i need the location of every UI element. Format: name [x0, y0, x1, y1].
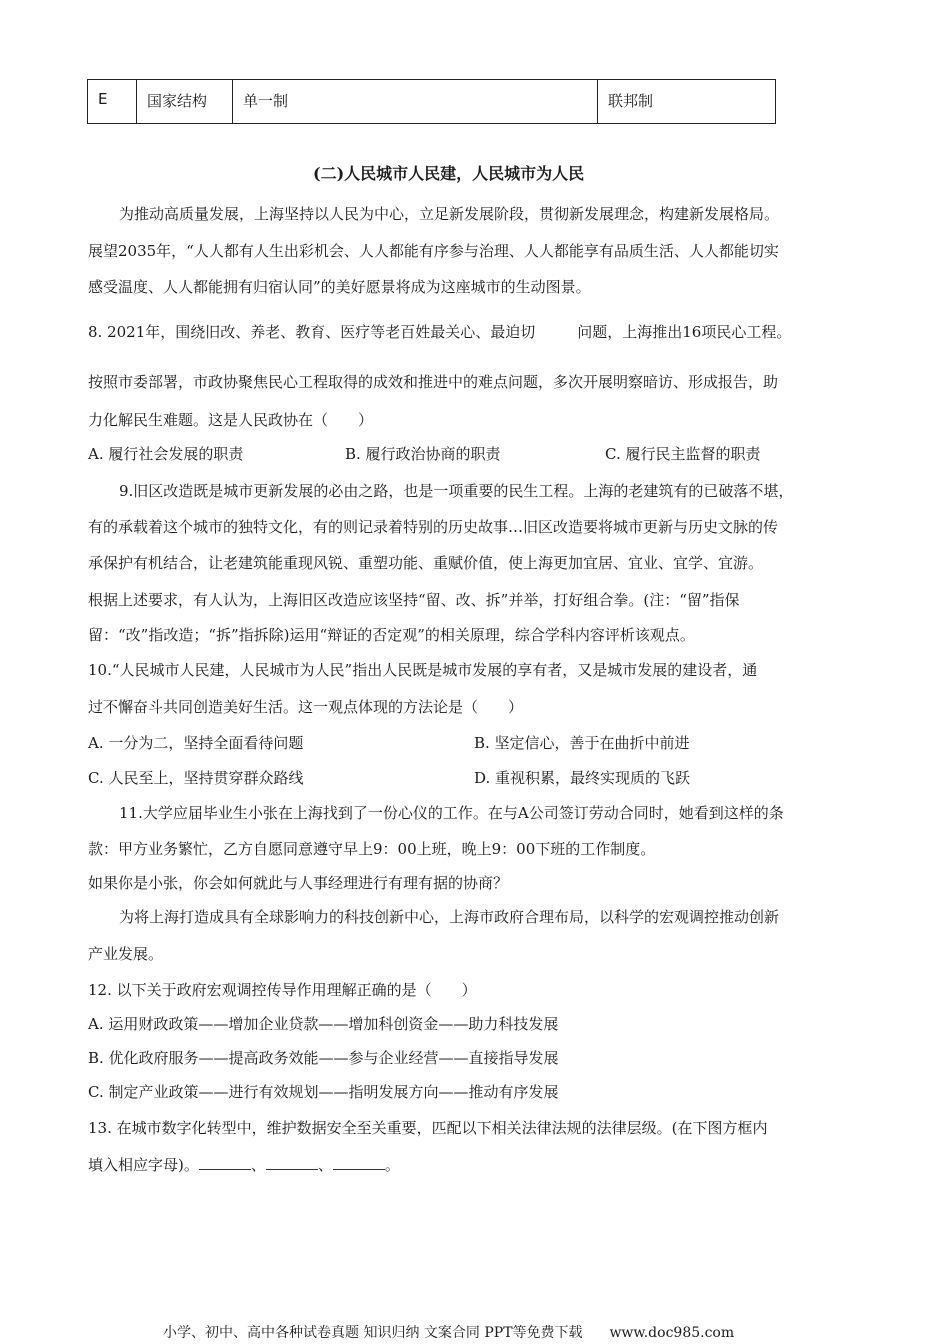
end-mark: 。	[384, 1156, 400, 1174]
q9-line: 根据上述要求，有人认为，上海旧区改造应该坚持“留、改、拆”并举，打好组合拳。(注：“留”指保	[88, 591, 740, 609]
q10-line2: 过不懈奋斗共同创造美好生活。这一观点体现的方法论是（ ）	[88, 698, 524, 716]
separator: 、	[317, 1156, 333, 1174]
separator: 、	[250, 1156, 266, 1174]
q9-line: 9.旧区改造既是城市更新发展的必由之路，也是一项重要的民生工程。上海的老建筑有的已破落不堪，	[119, 482, 794, 500]
q8-line3: 力化解民生难题。这是人民政协在（ ）	[88, 411, 374, 429]
q10-option-b[interactable]: B. 坚定信心，善于在曲折中前进	[474, 734, 690, 752]
q12-stem: 12. 以下关于政府宏观调控传导作用理解正确的是（ ）	[88, 981, 477, 999]
q8-text-b: 问题，上海推出16项民心工程。	[577, 323, 792, 341]
q12-option-c[interactable]: C. 制定产业政策——进行有效规划——指明发展方向——推动有序发展	[88, 1083, 559, 1101]
intro-line: 感受温度、人人都能拥有归宿认同”的美好愿景将成为这座城市的生动图景。	[88, 278, 591, 296]
q13-line2	[88, 1155, 400, 1175]
q8-line2: 按照市委部署，市政协聚焦民心工程取得的成效和推进中的难点问题，多次开展明察暗访、形成报告，助	[88, 373, 779, 391]
q12-option-b[interactable]: B. 优化政府服务——提高政务效能——参与企业经营——直接指导发展	[88, 1049, 559, 1067]
answer-blank[interactable]	[333, 1155, 385, 1170]
row-letter: E	[88, 80, 137, 124]
structure-table	[87, 79, 776, 124]
row-category: 国家结构	[137, 80, 233, 124]
q8-text-a: 8. 2021年，围绕旧改、养老、教育、医疗等老百姓最关心、最迫切	[88, 323, 536, 341]
q9-line: 有的承载着这个城市的独特文化，有的则记录着特别的历史故事…旧区改造要将城市更新与历史文脉的传	[88, 518, 779, 536]
q10-option-a[interactable]: A. 一分为二，坚持全面看待问题	[88, 734, 304, 752]
answer-blank[interactable]	[266, 1155, 318, 1170]
intro-line: 为推动高质量发展，上海坚持以人民为中心，立足新发展阶段，贯彻新发展理念，构建新发展格局。	[119, 205, 780, 223]
q11-line1: 11.大学应届毕业生小张在上海找到了一份心仪的工作。在与A公司签订劳动合同时，她看到这样的条	[119, 804, 784, 822]
q10-line1: 10.“人民城市人民建，人民城市为人民”指出人民既是城市发展的享有者，又是城市发展的建设者，通	[88, 661, 758, 679]
footer-text: 小学、初中、高中各种试卷真题 知识归纳 文案合同 PPT等免费下载	[163, 1325, 583, 1341]
section-title: (二)人民城市人民建，人民城市为人民	[313, 164, 585, 183]
row-col2: 联邦制	[598, 80, 776, 124]
answer-blank[interactable]	[199, 1155, 251, 1170]
context-line1: 为将上海打造成具有全球影响力的科技创新中心，上海市政府合理布局，以科学的宏观调控推动创新	[119, 908, 780, 926]
intro-line: 展望2035年，“人人都有人生出彩机会、人人都能有序参与治理、人人都能享有品质生活、人人都能切实	[88, 242, 779, 260]
q13-line1: 13. 在城市数字化转型中，维护数据安全至关重要，匹配以下相关法律法规的法律层级。(在下图方框内	[88, 1119, 768, 1137]
context-line2: 产业发展。	[88, 945, 164, 963]
q10-option-d[interactable]: D. 重视积累，最终实现质的飞跃	[474, 769, 691, 787]
q8-option-a[interactable]: A. 履行社会发展的职责	[88, 445, 244, 463]
q8-option-c[interactable]: C. 履行民主监督的职责	[605, 445, 761, 463]
q8-option-b[interactable]: B. 履行政治协商的职责	[345, 445, 501, 463]
q8-line1	[88, 322, 791, 342]
q10-option-c[interactable]: C. 人民至上，坚持贯穿群众路线	[88, 769, 304, 787]
table-row	[88, 80, 776, 124]
q9-line: 留：“改”指改造；“拆”指拆除)运用“辩证的否定观”的相关原理，综合学科内容评析该观点。	[88, 626, 695, 644]
q9-line: 承保护有机结合，让老建筑能重现风锐、重塑功能、重赋价值，使上海更加宜居、宜业、宜学、宜游。	[88, 554, 764, 572]
footer-link[interactable]: www.doc985.com	[609, 1325, 735, 1341]
q11-line3: 如果你是小张，你会如何就此与人事经理进行有理有据的协商？	[88, 874, 509, 892]
q12-option-a[interactable]: A. 运用财政政策——增加企业贷款——增加科创资金——助力科技发展	[88, 1015, 559, 1033]
row-col1: 单一制	[233, 80, 598, 124]
q13-text: 填入相应字母)。	[88, 1156, 199, 1174]
footer	[163, 1323, 734, 1343]
q11-line2: 款：甲方业务繁忙，乙方自愿同意遵守早上9：00上班，晚上9：00下班的工作制度。	[88, 840, 656, 858]
